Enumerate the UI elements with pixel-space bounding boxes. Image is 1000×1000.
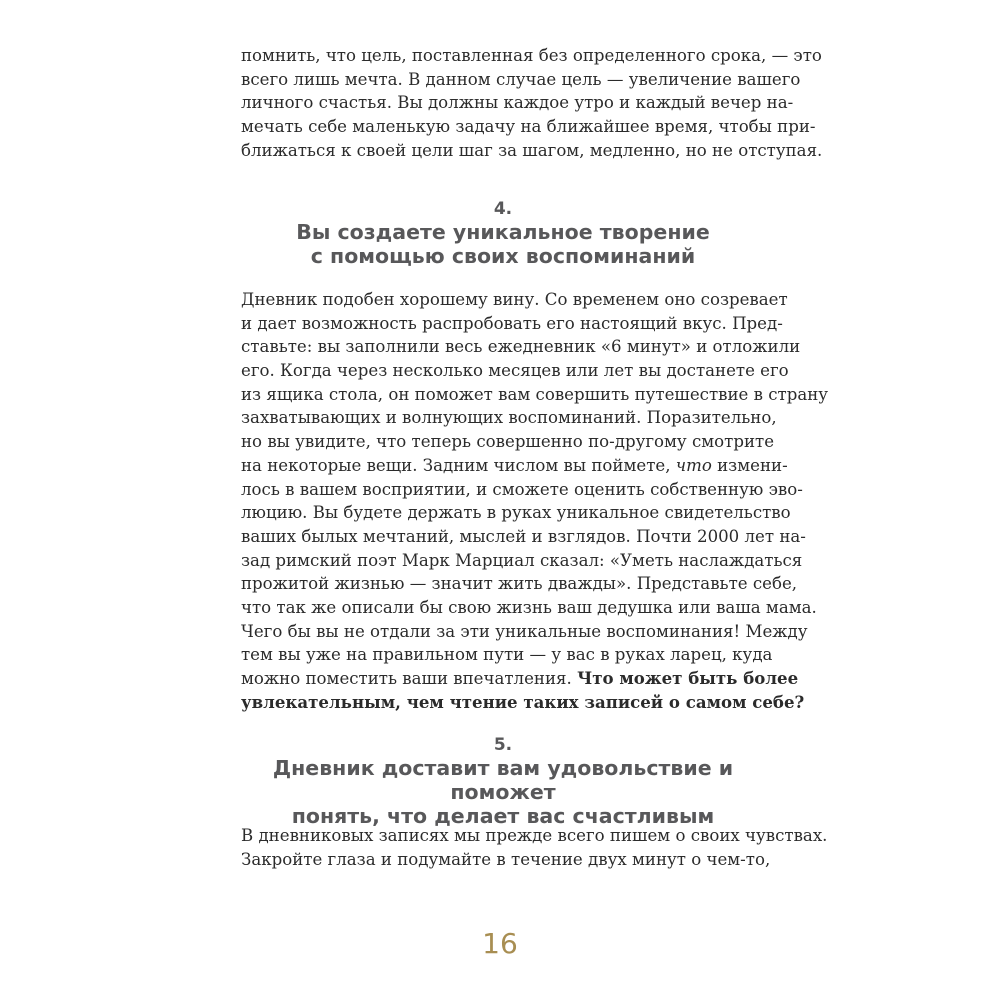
section-title-line: понять, что делает вас счастливым — [291, 804, 715, 828]
text-line: Закройте глаза и подумайте в течение двух минут о чем-то, — [241, 849, 771, 869]
text-line: его. Когда через несколько месяцев или лет вы достанете его — [241, 361, 789, 381]
intro-paragraph — [241, 44, 823, 162]
page-number: 16 — [482, 927, 518, 960]
text-line: что так же описали бы свою жизнь ваш дедушка или ваша мама. — [241, 597, 817, 617]
text-line: люцию. Вы будете держать в руках уникальное свидетельство — [241, 503, 791, 523]
text-line: но вы увидите, что теперь совершенно по-другому смотрите — [241, 432, 775, 452]
text-line: ваших былых мечтаний, мыслей и взглядов. Почти 2000 лет на- — [241, 526, 806, 546]
section-4-paragraph — [241, 288, 829, 714]
text-line: ставьте: вы заполнили весь ежедневник «6 минут» и отложили — [241, 337, 801, 357]
text-line: Чего бы вы не отдали за эти уникальные воспоминания! Между — [241, 621, 808, 641]
text-line — [241, 454, 788, 478]
text-segment: измени- — [717, 455, 788, 475]
text-line: всего лишь мечта. В данном случае цель — увеличение вашего — [241, 69, 801, 89]
text-line: увлекательным, чем чтение таких записей о самом себе? — [241, 691, 805, 712]
text-line — [241, 667, 799, 691]
text-line: мечать себе маленькую задачу на ближайшее время, чтобы при- — [241, 117, 816, 137]
text-line: Дневник подобен хорошему вину. Со временем оно созревает — [241, 290, 788, 309]
section-4-heading — [241, 198, 765, 268]
text-line: из ящика стола, он поможет вам совершить путешествие в страну — [241, 384, 829, 404]
section-number: 4. — [493, 199, 513, 219]
section-title-line: с помощью своих воспоминаний — [310, 244, 696, 268]
section-5-paragraph — [241, 824, 828, 871]
section-number: 5. — [493, 735, 513, 755]
text-line: помнить, что цель, поставленная без определенного срока, — это — [241, 46, 822, 65]
text-line: захватывающих и волнующих воспоминаний. Поразительно, — [241, 408, 777, 428]
section-title-line: Дневник доставит вам удовольствие и поможет — [272, 756, 734, 804]
bold-phrase: Что может быть более — [577, 668, 799, 688]
text-line: В дневниковых записях мы прежде всего пишем о своих чувствах. — [241, 826, 828, 845]
italic-word: что — [675, 455, 712, 475]
text-segment: на некоторые вещи. Задним числом вы поймете, — [241, 455, 671, 475]
text-line: ближаться к своей цели шаг за шагом, медленно, но не отступая. — [241, 140, 823, 160]
text-line: зад римский поэт Марк Марциал сказал: «Уметь наслаждаться — [241, 550, 803, 570]
text-line: личного счастья. Вы должны каждое утро и каждый вечер на- — [241, 93, 794, 113]
text-line: и дает возможность распробовать его настоящий вкус. Пред- — [241, 313, 783, 333]
text-segment: можно поместить ваши впечатления. — [241, 669, 572, 688]
text-line: прожитой жизнью — значит жить дважды». Представьте себе, — [241, 574, 798, 594]
section-title-line: Вы создаете уникальное творение — [296, 220, 710, 244]
text-line: тем вы уже на правильном пути — у вас в руках ларец, куда — [241, 645, 773, 665]
text-line: лось в вашем восприятии, и сможете оценить собственную эво- — [241, 479, 803, 499]
section-5-heading — [241, 734, 765, 828]
